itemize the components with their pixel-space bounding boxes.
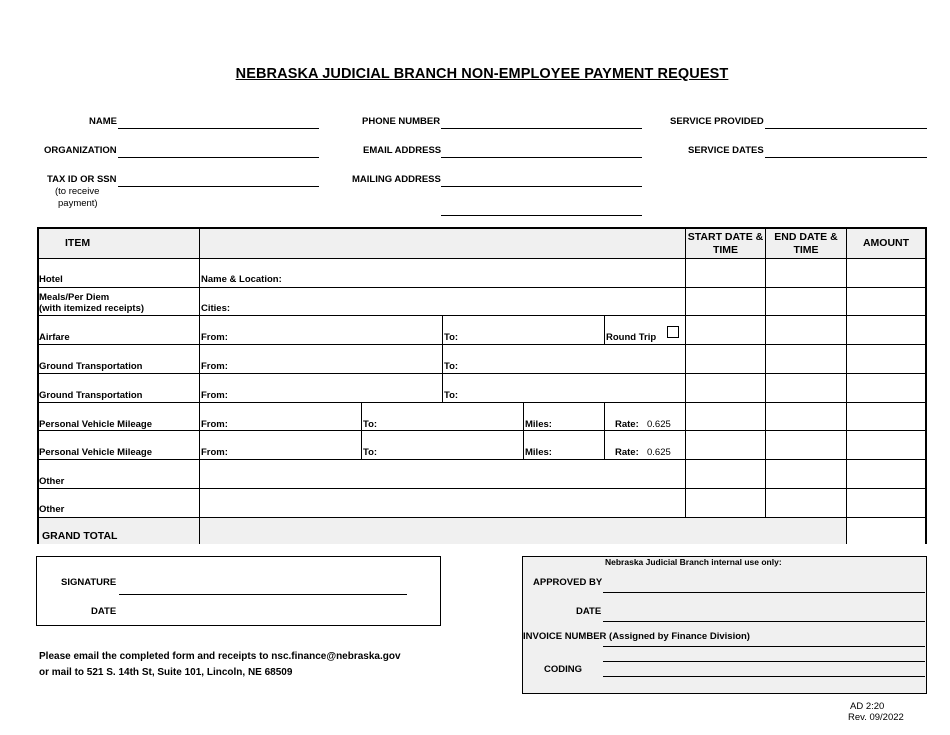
mileage-to[interactable]: To:: [363, 419, 378, 430]
expense-table: [37, 227, 927, 544]
airfare-from[interactable]: From:: [201, 332, 228, 343]
row-hotel-label: Hotel: [39, 274, 63, 285]
mileage-rate-value-2: 0.625: [647, 447, 671, 458]
signature-field[interactable]: [119, 594, 407, 595]
internal-use-heading: Nebraska Judicial Branch internal use only:: [605, 557, 782, 567]
grand-total-amount-cell[interactable]: [847, 517, 925, 544]
tax-id-label: TAX ID OR SSN: [47, 174, 117, 185]
row-meals-label: Meals/Per Diem: [39, 292, 110, 303]
organization-field[interactable]: [118, 157, 319, 158]
row-other-label-2: Other: [39, 504, 65, 515]
internal-date-label: DATE: [576, 606, 602, 617]
email-label: EMAIL ADDRESS: [363, 145, 442, 156]
signature-box: [36, 556, 441, 626]
start-date-header: START DATE & TIME: [687, 231, 764, 256]
service-dates-label: SERVICE DATES: [688, 145, 764, 156]
service-dates-field[interactable]: [765, 157, 927, 158]
service-provided-label: SERVICE PROVIDED: [670, 116, 764, 127]
mileage-from-2[interactable]: From:: [201, 447, 228, 458]
internal-use-box: [522, 556, 927, 694]
row-mileage-label-2: Personal Vehicle Mileage: [39, 447, 152, 458]
approved-by-label: APPROVED BY: [533, 577, 603, 588]
email-field[interactable]: [441, 157, 642, 158]
airfare-to[interactable]: To:: [444, 332, 459, 343]
name-field[interactable]: [118, 128, 319, 129]
meals-cities[interactable]: Cities:: [201, 303, 231, 314]
grand-total-label: GRAND TOTAL: [42, 530, 118, 542]
total-shade: [39, 517, 925, 544]
coding-label: CODING: [544, 664, 582, 675]
instructions-mail: or mail to 521 S. 14th St, Suite 101, Lincoln, NE 68509: [39, 667, 293, 678]
mileage-from[interactable]: From:: [201, 419, 228, 430]
row-other-label: Other: [39, 476, 65, 487]
mailing-address-field-2[interactable]: [441, 215, 642, 216]
phone-field[interactable]: [441, 128, 642, 129]
approved-by-field[interactable]: [603, 592, 925, 593]
mileage-miles-2[interactable]: Miles:: [525, 447, 552, 458]
round-trip-label: Round Trip: [606, 332, 657, 343]
row-ground-label-2: Ground Transportation: [39, 390, 143, 401]
phone-label: PHONE NUMBER: [362, 116, 441, 127]
coding-field-2[interactable]: [603, 676, 925, 677]
organization-label: ORGANIZATION: [44, 145, 117, 156]
row-mileage-label: Personal Vehicle Mileage: [39, 419, 152, 430]
service-provided-field[interactable]: [765, 128, 927, 129]
row-airfare-label: Airfare: [39, 332, 70, 343]
mailing-address-field[interactable]: [441, 186, 642, 187]
mailing-address-label: MAILING ADDRESS: [352, 174, 441, 185]
ground-from-2[interactable]: From:: [201, 390, 228, 401]
invoice-number-label: INVOICE NUMBER (Assigned by Finance Division): [523, 631, 750, 642]
tax-id-note: (to receive: [55, 186, 100, 197]
round-trip-checkbox[interactable]: [667, 326, 679, 338]
page-title: NEBRASKA JUDICIAL BRANCH NON-EMPLOYEE PAYMENT REQUEST: [235, 66, 729, 82]
tax-id-field[interactable]: [118, 186, 319, 187]
form-id: AD 2:20: [850, 701, 885, 712]
amount-header: AMOUNT: [862, 237, 910, 249]
row-ground-label: Ground Transportation: [39, 361, 143, 372]
name-label: NAME: [89, 116, 117, 127]
tax-id-note-2: payment): [58, 198, 98, 209]
mileage-rate-label: Rate:: [615, 419, 639, 430]
row-meals-sublabel: (with itemized receipts): [39, 303, 145, 314]
form-revision: Rev. 09/2022: [848, 712, 904, 723]
mileage-to-2[interactable]: To:: [363, 447, 378, 458]
signature-date-label: DATE: [91, 606, 117, 617]
hotel-name-location[interactable]: Name & Location:: [201, 274, 282, 285]
coding-field-1[interactable]: [603, 661, 925, 662]
signature-label: SIGNATURE: [61, 577, 117, 588]
mileage-miles[interactable]: Miles:: [525, 419, 552, 430]
end-date-header: END DATE & TIME: [774, 231, 838, 256]
ground-to[interactable]: To:: [444, 361, 459, 372]
ground-from[interactable]: From:: [201, 361, 228, 372]
ground-to-2[interactable]: To:: [444, 390, 459, 401]
mileage-rate-value: 0.625: [647, 419, 671, 430]
internal-date-field[interactable]: [603, 621, 925, 622]
mileage-rate-label-2: Rate:: [615, 447, 639, 458]
instructions-email: Please email the completed form and receipts to nsc.finance@nebraska.gov: [39, 651, 401, 662]
invoice-number-field[interactable]: [603, 646, 925, 647]
item-header: ITEM: [65, 237, 91, 249]
